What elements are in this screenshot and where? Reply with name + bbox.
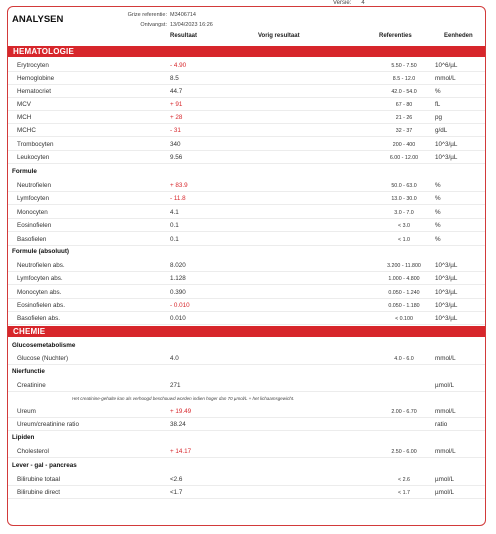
test-reference: 5.50 - 7.50 [391, 62, 417, 69]
test-reference: 50.0 - 63.0 [391, 182, 417, 189]
subheader-glucosemetabolisme: Glucosemetabolisme [12, 342, 76, 349]
table-row [8, 179, 485, 192]
test-result: - 0.010 [170, 302, 190, 309]
test-unit: pg [435, 114, 443, 121]
test-name: Ureum/creatinine ratio [17, 421, 79, 428]
test-result: - 4.90 [170, 62, 187, 69]
test-name: Neutrofielen [17, 182, 51, 189]
test-name: Neutrofielen abs. [17, 262, 65, 269]
test-unit: mmol/L [435, 75, 456, 82]
test-reference: 200 - 400 [392, 141, 416, 148]
test-result: + 83.9 [170, 182, 188, 189]
test-name: MCH [17, 114, 32, 121]
test-unit: 10^3/µL [435, 302, 458, 309]
section-chemie: CHEMIE [8, 326, 485, 337]
table-row [8, 259, 485, 272]
test-reference: 1.000 - 4.800 [388, 275, 420, 282]
test-name: Cholesterol [17, 448, 49, 455]
test-result: 271 [170, 382, 181, 389]
test-result: 1.128 [170, 275, 186, 282]
table-row [8, 473, 485, 486]
test-result: 0.1 [170, 222, 179, 229]
test-result: 0.1 [170, 236, 179, 243]
table-row [8, 379, 485, 392]
version-value: 4 [361, 0, 365, 6]
table-row [8, 272, 485, 285]
subheader-nierfunctie: Nierfunctie [12, 368, 45, 375]
table-row [8, 486, 485, 499]
column-header-units: Eenheden [444, 33, 473, 39]
test-reference: 32 - 37 [395, 127, 413, 134]
table-row [8, 111, 485, 124]
test-unit: 10^3/µL [435, 275, 458, 282]
page-title: ANALYSEN [12, 14, 64, 25]
column-header-references: Referenties [379, 33, 412, 39]
test-reference: 42.0 - 54.0 [391, 88, 417, 95]
griza-reference [125, 12, 196, 18]
test-reference: 0.050 - 1.240 [388, 289, 420, 296]
test-unit: % [435, 88, 441, 95]
test-unit: % [435, 222, 441, 229]
test-result: + 28 [170, 114, 183, 121]
test-reference: < 1.0 [398, 236, 410, 243]
test-unit: mmol/L [435, 408, 456, 415]
test-name: MCHC [17, 127, 36, 134]
test-unit: mmol/L [435, 448, 456, 455]
table-row [8, 85, 485, 98]
test-name: Ureum [17, 408, 36, 415]
test-name: Creatinine [17, 382, 46, 389]
table-row [8, 59, 485, 72]
test-result: 9.56 [170, 154, 183, 161]
subheader-lever-gal-pancreas: Lever - gal - pancreas [12, 462, 77, 469]
test-reference: 8.5 - 12.0 [392, 75, 416, 82]
test-name: Basofielen abs. [17, 315, 61, 322]
test-result: 0.390 [170, 289, 186, 296]
test-unit: g/dL [435, 127, 448, 134]
test-result: + 19.49 [170, 408, 192, 415]
test-reference: 3.0 - 7.0 [394, 209, 414, 216]
test-result: - 11.8 [170, 195, 186, 202]
test-unit: % [435, 195, 441, 202]
test-name: Hematocriet [17, 88, 51, 95]
griza-reference-label: Grize referentie: [127, 12, 167, 18]
test-name: Lymfocyten abs. [17, 275, 63, 282]
table-row [8, 124, 485, 137]
test-result: 44.7 [170, 88, 183, 95]
test-reference: 6.00 - 12.00 [389, 154, 419, 161]
test-result: 4.0 [170, 355, 179, 362]
test-name: Eosinofielen [17, 222, 52, 229]
test-name: MCV [17, 101, 31, 108]
test-unit: % [435, 236, 441, 243]
test-name: Eosinofielen abs. [17, 302, 65, 309]
test-reference: 3.200 - 11.800 [387, 262, 421, 269]
test-result: + 14.17 [170, 448, 192, 455]
test-name: Basofielen [17, 236, 47, 243]
test-unit: µmol/L [435, 382, 455, 389]
test-name: Monocyten [17, 209, 48, 216]
test-result: + 91 [170, 101, 183, 108]
test-unit: % [435, 209, 441, 216]
test-unit: fL [435, 101, 441, 108]
test-reference: 4.0 - 6.0 [394, 355, 414, 362]
table-row [8, 445, 485, 458]
test-name: Monocyten abs. [17, 289, 62, 296]
column-header-previous: Vorig resultaat [258, 33, 300, 39]
test-reference: < 0.100 [395, 315, 413, 322]
test-reference: 67 - 80 [395, 101, 413, 108]
test-result: 38.24 [170, 421, 186, 428]
table-row [8, 98, 485, 111]
test-result: <2.6 [170, 476, 183, 483]
test-result: 340 [170, 141, 181, 148]
column-header-result: Resultaat [170, 33, 198, 39]
test-unit: 10^3/µL [435, 315, 458, 322]
received-date [125, 22, 213, 28]
test-unit: mmol/L [435, 355, 456, 362]
test-unit: 10^3/µL [435, 262, 458, 269]
table-row [8, 138, 485, 151]
table-row [8, 151, 485, 164]
test-reference: 2.50 - 6.00 [391, 448, 417, 455]
table-row [8, 206, 485, 219]
test-reference: 13.0 - 30.0 [391, 195, 417, 202]
test-name: Bilirubine totaal [17, 476, 61, 483]
test-name: Erytrocyten [17, 62, 49, 69]
test-unit: % [435, 182, 441, 189]
creatinine-note: Het creatinine-gehalte kan als verhoogd beschouwd worden indien hoger dan 70 µmol/L + het lichaamsgewicht. [72, 396, 295, 401]
table-row [8, 72, 485, 85]
table-row [8, 233, 485, 246]
table-row [8, 299, 485, 312]
table-row [8, 405, 485, 418]
test-name: Hemoglobine [17, 75, 55, 82]
test-unit: µmol/L [435, 489, 455, 496]
test-reference: 0.050 - 1.180 [388, 302, 420, 309]
test-name: Leukocyten [17, 154, 50, 161]
received-date-label: Ontvangst: [140, 22, 167, 28]
subheader-formule: Formule [12, 168, 37, 175]
table-row [8, 219, 485, 232]
test-reference: < 2.6 [398, 476, 410, 483]
test-name: Bilirubine direct [17, 489, 61, 496]
test-result: <1.7 [170, 489, 183, 496]
subheader-lipiden: Lipiden [12, 434, 35, 441]
received-date-value: 13/04/2023 16:26 [170, 22, 213, 28]
test-result: 0.010 [170, 315, 186, 322]
table-row [8, 286, 485, 299]
subheader-formule-absoluut: Formule (absoluut) [12, 248, 70, 255]
test-unit: 10^6/µL [435, 62, 458, 69]
test-name: Trombocyten [17, 141, 54, 148]
table-row [8, 312, 485, 325]
test-reference: 2.00 - 6.70 [391, 408, 417, 415]
test-result: 8.5 [170, 75, 179, 82]
test-unit: 10^3/µL [435, 154, 458, 161]
test-unit: 10^3/µL [435, 289, 458, 296]
test-unit: ratio [435, 421, 448, 428]
table-row [8, 352, 485, 365]
table-row [8, 418, 485, 431]
test-result: 4.1 [170, 209, 179, 216]
table-row [8, 192, 485, 205]
test-reference: < 3.0 [398, 222, 410, 229]
test-name: Lymfocyten [17, 195, 49, 202]
section-hematologie: HEMATOLOGIE [8, 46, 485, 57]
test-reference: < 1.7 [398, 489, 410, 496]
version-label: Versie: [333, 0, 352, 6]
test-unit: 10^3/µL [435, 141, 458, 148]
griza-reference-value: M3406714 [170, 12, 196, 18]
test-result: - 31 [170, 127, 181, 134]
test-name: Glucose (Nuchter) [17, 355, 69, 362]
test-result: 8.020 [170, 262, 186, 269]
test-unit: µmol/L [435, 476, 455, 483]
test-reference: 21 - 26 [395, 114, 413, 121]
